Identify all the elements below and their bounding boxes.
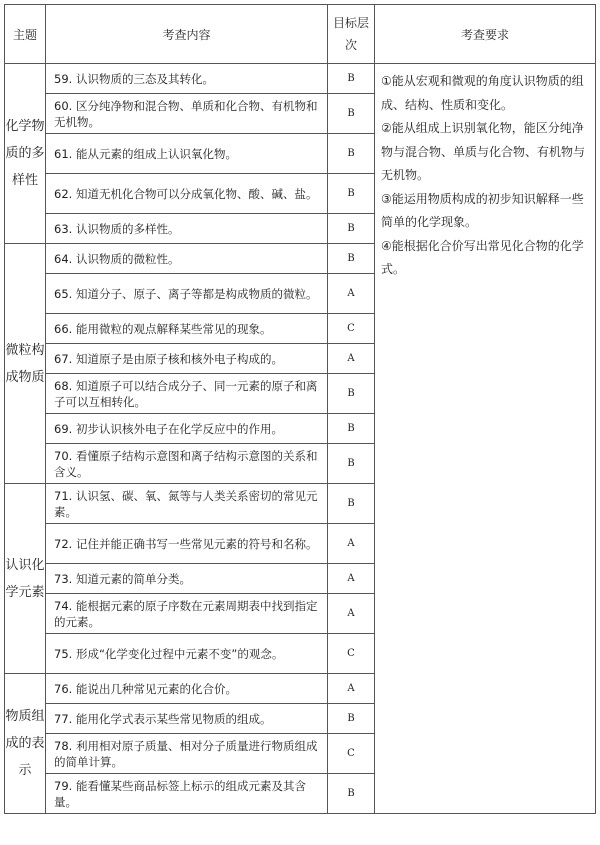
requirement-item: ①能从宏观和微观的角度认识物质的组成、结构、性质和变化。 — [381, 74, 584, 112]
header-topic: 主题 — [5, 5, 46, 64]
requirement-item: ④能根据化合价写出常见化合物的化学式。 — [381, 238, 584, 276]
content-cell: 60. 区分纯净物和混合物、单质和化合物、有机物和无机物。 — [46, 94, 328, 134]
header-level: 目标层次 — [328, 5, 375, 64]
level-cell: B — [328, 174, 375, 214]
content-cell: 61. 能从元素的组成上认识氧化物。 — [46, 134, 328, 174]
content-cell: 77. 能用化学式表示某些常见物质的组成。 — [46, 704, 328, 734]
content-cell: 74. 能根据元素的原子序数在元素周期表中找到指定的元素。 — [46, 594, 328, 634]
level-cell: B — [328, 244, 375, 274]
content-cell: 72. 记住并能正确书写一些常见元素的符号和名称。 — [46, 524, 328, 564]
level-cell: B — [328, 64, 375, 94]
content-cell: 64. 认识物质的微粒性。 — [46, 244, 328, 274]
curriculum-table — [4, 4, 596, 814]
content-cell: 63. 认识物质的多样性。 — [46, 214, 328, 244]
content-cell: 73. 知道元素的简单分类。 — [46, 564, 328, 594]
topic-cell: 化学物质的多样性 — [5, 64, 46, 244]
level-cell: B — [328, 484, 375, 524]
content-cell: 75. 形成“化学变化过程中元素不变”的观念。 — [46, 634, 328, 674]
level-cell: A — [328, 524, 375, 564]
topic-cell: 物质组成的表示 — [5, 674, 46, 814]
header-content: 考查内容 — [46, 5, 328, 64]
level-cell: C — [328, 314, 375, 344]
content-cell: 69. 初步认识核外电子在化学反应中的作用。 — [46, 414, 328, 444]
level-cell: C — [328, 734, 375, 774]
level-cell: B — [328, 214, 375, 244]
level-cell: B — [328, 414, 375, 444]
level-cell: A — [328, 274, 375, 314]
content-cell: 59. 认识物质的三态及其转化。 — [46, 64, 328, 94]
level-cell: B — [328, 94, 375, 134]
level-cell: A — [328, 344, 375, 374]
content-cell: 78. 利用相对原子质量、相对分子质量进行物质组成的简单计算。 — [46, 734, 328, 774]
content-cell: 79. 能看懂某些商品标签上标示的组成元素及其含量。 — [46, 774, 328, 814]
level-cell: B — [328, 774, 375, 814]
requirements-cell — [375, 64, 596, 814]
level-cell: B — [328, 134, 375, 174]
content-cell: 70. 看懂原子结构示意图和离子结构示意图的关系和含义。 — [46, 444, 328, 484]
level-cell: B — [328, 444, 375, 484]
level-cell: B — [328, 704, 375, 734]
topic-cell: 认识化学元素 — [5, 484, 46, 674]
level-cell: B — [328, 374, 375, 414]
content-cell: 68. 知道原子可以结合成分子、同一元素的原子和离子可以互相转化。 — [46, 374, 328, 414]
level-cell: A — [328, 674, 375, 704]
content-cell: 71. 认识氢、碳、氧、氮等与人类关系密切的常见元素。 — [46, 484, 328, 524]
content-cell: 62. 知道无机化合物可以分成氧化物、酸、碱、盐。 — [46, 174, 328, 214]
level-cell: A — [328, 594, 375, 634]
requirement-item: ②能从组成上识别氧化物，能区分纯净物与混合物、单质与化合物、有机物与无机物。 — [381, 121, 586, 182]
content-cell: 65. 知道分子、原子、离子等都是构成物质的微粒。 — [46, 274, 328, 314]
level-cell: C — [328, 634, 375, 674]
table-row — [5, 64, 596, 94]
content-cell: 67. 知道原子是由原子核和核外电子构成的。 — [46, 344, 328, 374]
content-cell: 76. 能说出几种常见元素的化合价。 — [46, 674, 328, 704]
header-requirements: 考查要求 — [375, 5, 596, 64]
level-cell: A — [328, 564, 375, 594]
content-cell: 66. 能用微粒的观点解释某些常见的现象。 — [46, 314, 328, 344]
requirement-item: ③能运用物质构成的初步知识解释一些简单的化学现象。 — [381, 191, 584, 229]
topic-cell: 微粒构成物质 — [5, 244, 46, 484]
